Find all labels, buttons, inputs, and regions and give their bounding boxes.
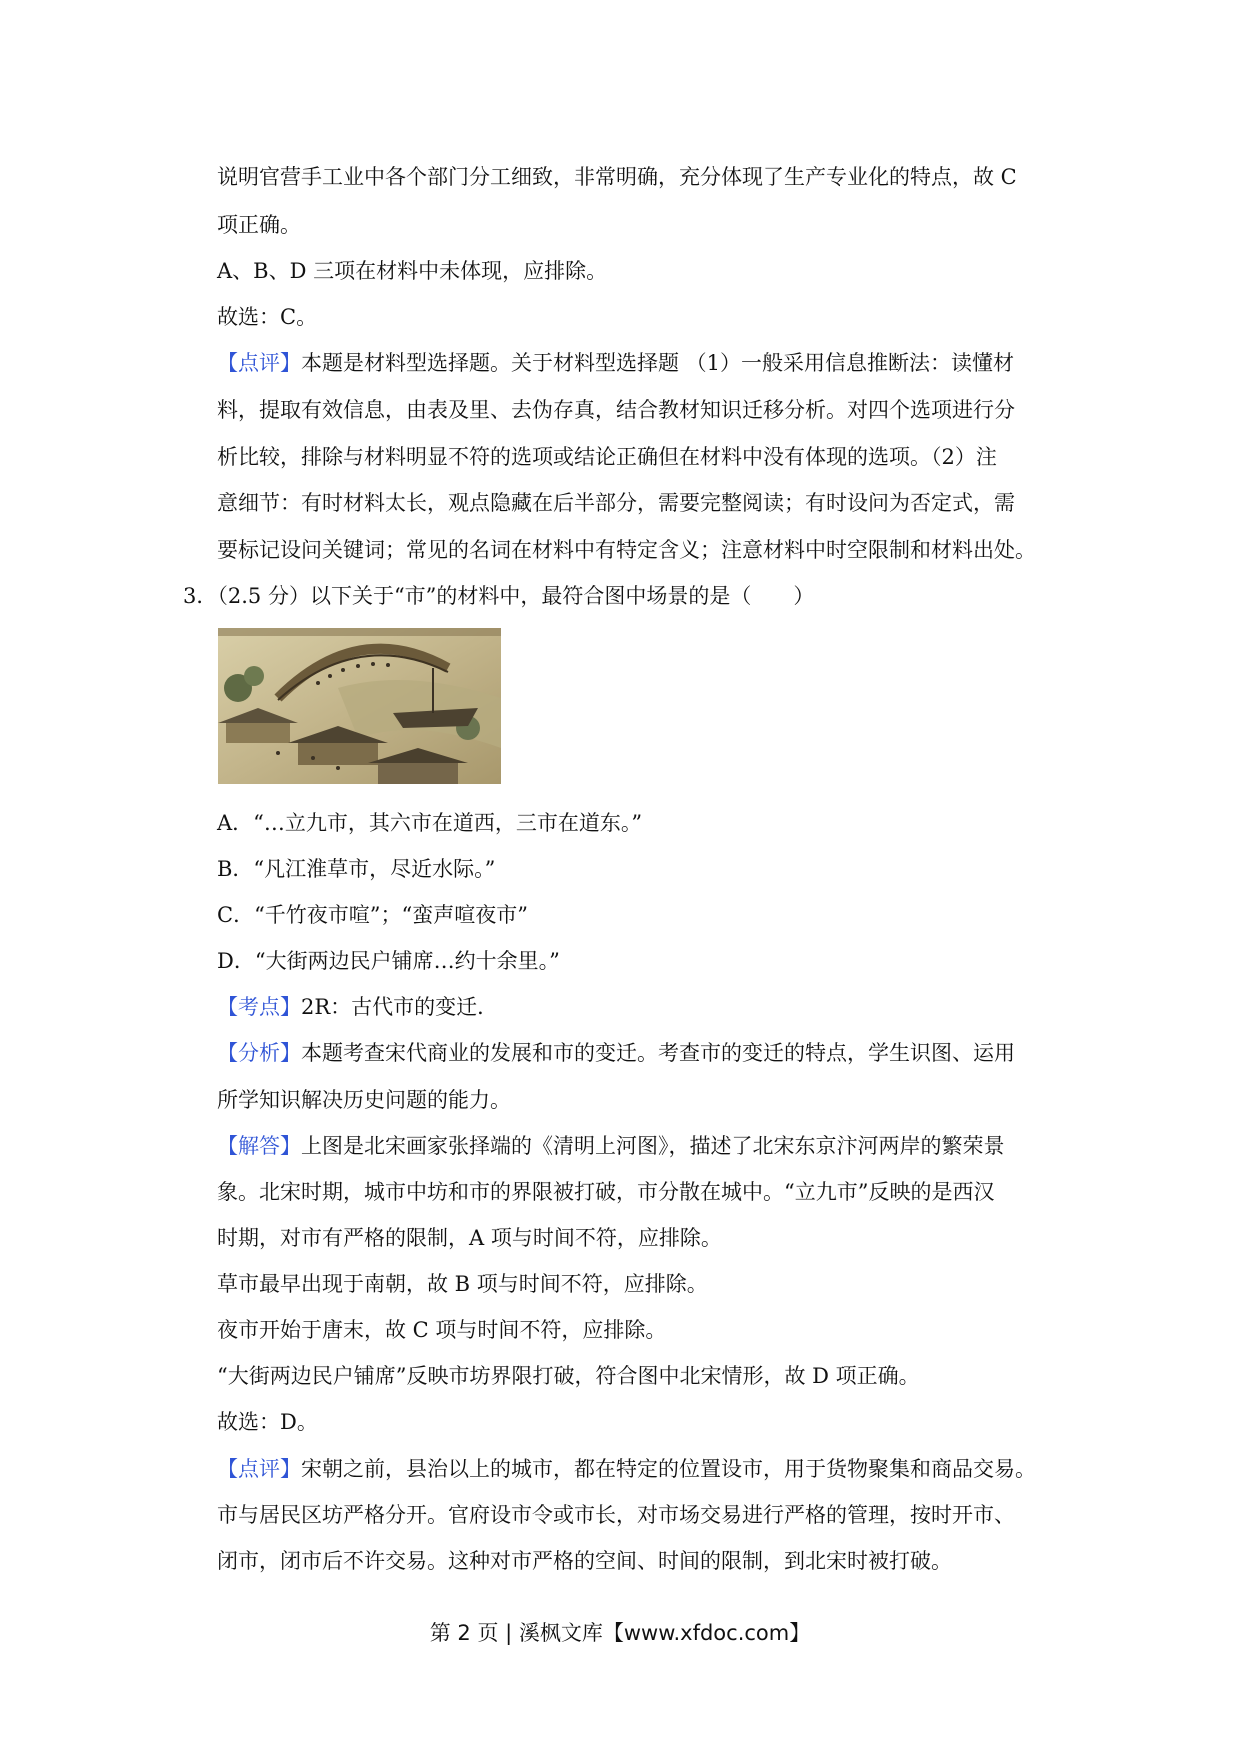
option-b: B．“凡江淮草市，尽近水际。” <box>217 857 496 881</box>
point-paragraph <box>217 992 498 1022</box>
answer-text: 上图是北宋画家张择端的《清明上河图》，描述了北宋东京汴河两岸的繁荣景 <box>301 1134 1005 1158</box>
text-line: 要标记设问关键词；常见的名词在材料中有特定含义；注意材料中时空限制和材料出处。 <box>217 538 1036 562</box>
text-line: 说明官营手工业中各个部门分工细致，非常明确，充分体现了生产专业化的特点，故 C <box>217 165 1017 189</box>
text-line: A、B、D 三项在材料中未体现，应排除。 <box>217 259 608 283</box>
answer-paragraph <box>217 1131 1005 1161</box>
question-number: 3． <box>183 584 218 608</box>
analysis-paragraph <box>217 1038 1015 1068</box>
analysis-text: 本题考查宋代商业的发展和市的变迁。考查市的变迁的特点，学生识图、运用 <box>301 1041 1015 1065</box>
option-c: C．“千竹夜市喧”；“蛮声喧夜市” <box>217 903 529 927</box>
text-line: “大街两边民户铺席”反映市坊界限打破，符合图中北宋情形，故 D 项正确。 <box>217 1364 920 1388</box>
review-text: 宋朝之前，县治以上的城市，都在特定的位置设市，用于货物聚集和商品交易。 <box>301 1457 1036 1481</box>
review-text: 本题是材料型选择题。关于材料型选择题 （1）一般采用信息推断法：读懂材 <box>301 351 1015 375</box>
text-line: 所学知识解决历史问题的能力。 <box>217 1088 511 1112</box>
text-line: 析比较，排除与材料明显不符的选项或结论正确但在材料中没有体现的选项。（2）注 <box>217 445 997 469</box>
text-line: 料，提取有效信息，由表及里、去伪存真，结合教材知识迁移分析。对四个选项进行分 <box>217 398 1015 422</box>
qingming-painting-image <box>218 628 501 784</box>
review-tag: 【点评】 <box>217 351 301 375</box>
question-text: （2.5 分）以下关于“市”的材料中，最符合图中场景的是（ ） <box>217 584 815 608</box>
text-line: 草市最早出现于南朝，故 B 项与时间不符，应排除。 <box>217 1272 708 1296</box>
text-line: 象。北宋时期，城市中坊和市的界限被打破，市分散在城中。“立九市”反映的是西汉 <box>217 1180 995 1204</box>
option-d: D．“大街两边民户铺席…约十余里。” <box>217 949 560 973</box>
text-line: 闭市，闭市后不许交易。这种对市严格的空间、时间的限制，到北宋时被打破。 <box>217 1549 952 1573</box>
option-a: A．“…立九市，其六市在道西，三市在道东。” <box>217 811 643 835</box>
text-line: 夜市开始于唐末，故 C 项与时间不符，应排除。 <box>217 1318 667 1342</box>
text-line: 项正确。 <box>217 213 301 237</box>
review-tag: 【点评】 <box>217 1457 301 1481</box>
analysis-tag: 【分析】 <box>217 1041 301 1065</box>
point-text: 2R：古代市的变迁． <box>301 995 499 1019</box>
text-line: 故选：D。 <box>217 1410 318 1434</box>
answer-tag: 【解答】 <box>217 1134 301 1158</box>
page-footer: 第 2 页 | 溪枫文库【www.xfdoc.com】 <box>429 1621 811 1645</box>
text-line: 时期，对市有严格的限制，A 项与时间不符，应排除。 <box>217 1226 722 1250</box>
painting-illustration <box>218 628 501 784</box>
review-paragraph <box>217 348 1014 378</box>
review-paragraph <box>217 1454 1036 1484</box>
text-line: 市与居民区坊严格分开。官府设市令或市长，对市场交易进行严格的管理，按时开市、 <box>217 1503 1015 1527</box>
text-line: 故选：C。 <box>217 305 318 329</box>
question-stem <box>183 581 814 611</box>
point-tag: 【考点】 <box>217 995 301 1019</box>
text-line: 意细节：有时材料太长，观点隐藏在后半部分，需要完整阅读；有时设问为否定式，需 <box>217 491 1015 515</box>
